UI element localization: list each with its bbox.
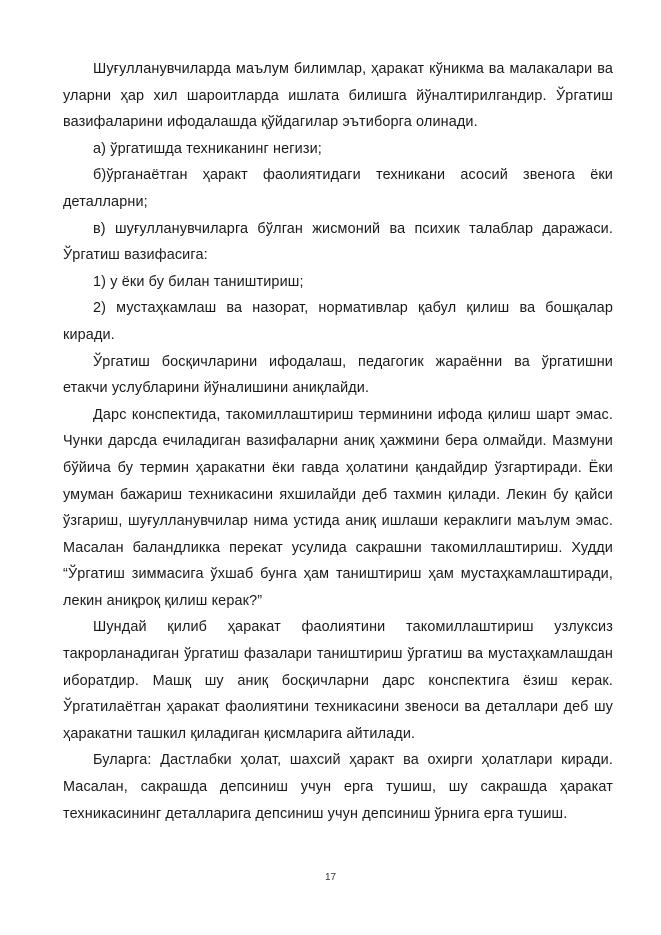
document-body — [63, 56, 613, 827]
paragraph: б)ўрганаётган ҳаракт фаолиятидаги техникани асосий звенога ёки деталларни; — [63, 167, 613, 210]
paragraph: Ўргатиш босқичларини ифодалаш, педагогик жараённи ва ўргатишни етакчи услубларини йўналишини аниқлайди. — [63, 353, 613, 397]
page-number: 17 — [324, 872, 337, 883]
paragraph: а) ўргатишда техниканинг негизи; — [93, 140, 322, 157]
paragraph: Буларга: Дастлабки ҳолат, шахсий ҳаракт ва охирги ҳолатлари киради. Масалан, сакрашда депсиниш учун ерга тушиш, шу сакрашда ҳаракат техникасининг деталларига депсиниш учун депсиниш ўрнига ерга тушиш. — [63, 752, 613, 822]
paragraph: 2) мустаҳкамлаш ва назорат, нормативлар қабул қилиш ва бошқалар киради. — [63, 300, 613, 343]
paragraph: 1) у ёки бу билан таништириш; — [93, 273, 304, 290]
paragraph: Шундай қилиб ҳаракат фаолиятини такомиллаштириш узлуксиз такрорланадиган ўргатиш фазалари таништириш ўргатиш ва мустаҳкамлашдан иборатдир. Машқ шу аниқ босқичларни дарс конспектига ёзиш керак. Ўргатилаётган ҳаракат фаолиятини техникасини звеноси ва деталлари деб шу ҳаракатни ташкил қиладиган қисмларига айтилади. — [63, 619, 613, 742]
paragraph: Дарс конспектида, такомиллаштириш терминини ифода қилиш шарт эмас. Чунки дарсда ечиладиган вазифаларни аниқ ҳажмини бера олмайди. Мазмуни бўйича бу термин ҳаракатни ёки гавда ҳолатини қандайдир ўзгартиради. Ёки умуман бажариш техникасини яхшилайди деб тахмин қилади. Лекин бу қайси ўзгариш, шуғулланувчилар нима устида аниқ ишлаши кераклиги маълум эмас. Масалан баландликка перекат усулида сакрашни такомиллаштириш. Худди “Ўргатиш зиммасига ўхшаб бунга ҳам таништириш ҳам мустаҳкамлаштиради, лекин аниқроқ қилиш керак?” — [63, 406, 613, 609]
paragraph: Шуғулланувчиларда маълум билимлар, ҳаракат кўникма ва малакалари ва уларни ҳар хил шароитларда ишлата билишга йўналтирилгандир. Ўргатиш вазифаларини ифодалашда қўйдагилар эътиборга олинади. — [63, 61, 613, 131]
paragraph: в) шуғулланувчиларга бўлган жисмоний ва психик талаблар даражаси. Ўргатиш вазифасига: — [63, 220, 613, 264]
